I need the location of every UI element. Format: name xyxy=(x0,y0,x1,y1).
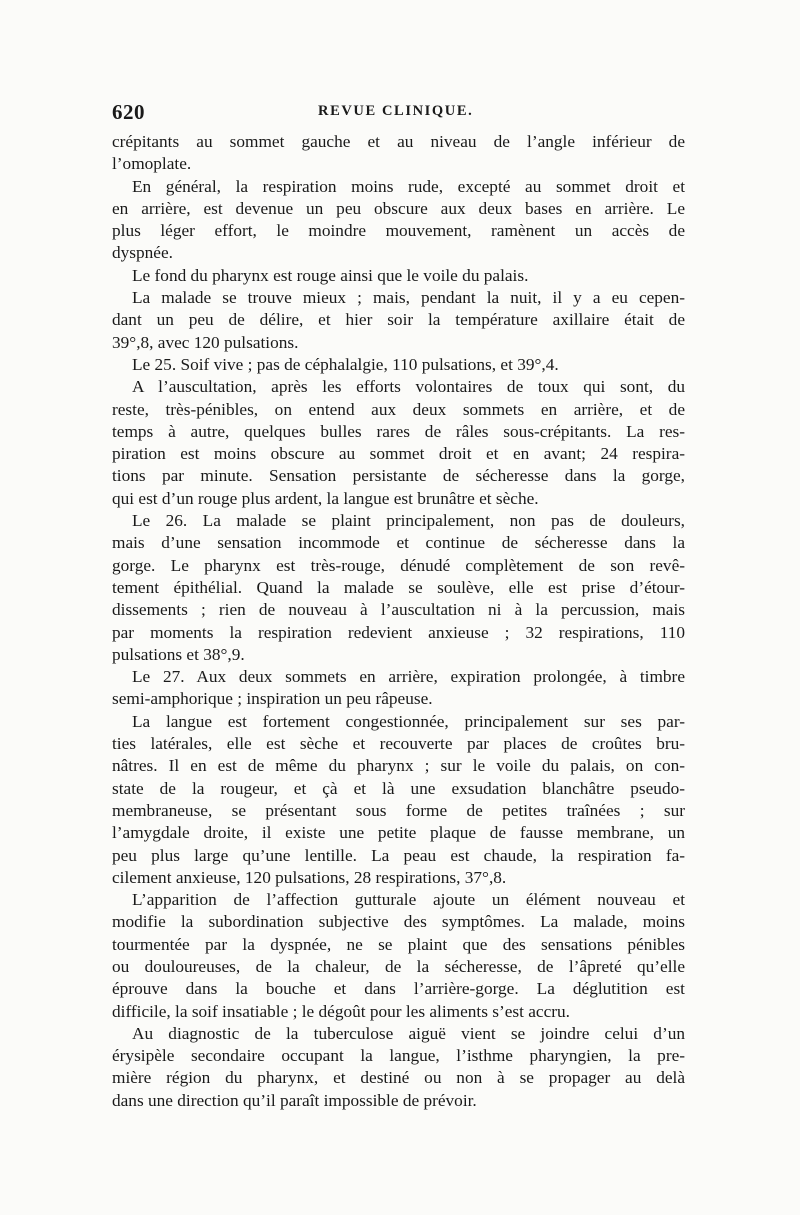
text-line: ou douloureuses, de la chaleur, de la sécheresse, de l’âpreté qu’elle xyxy=(112,956,685,976)
text-line: 39°,8, avec 120 pulsations. xyxy=(112,332,299,352)
text-line: La langue est fortement congestionnée, principalement sur ses par- xyxy=(132,711,685,731)
text-line: peu plus large qu’une lentille. La peau est chaude, la respiration fa- xyxy=(112,845,685,865)
text-line: érysipèle secondaire occupant la langue, l’isthme pharyngien, la pre- xyxy=(112,1046,685,1066)
text-line: La malade se trouve mieux ; mais, pendant la nuit, il y a eu cepen- xyxy=(132,288,685,308)
text-line: piration est moins obscure au sommet droit et en avant; 24 respira- xyxy=(112,444,685,464)
text-line: ties latérales, elle est sèche et recouverte par places de croûtes bru- xyxy=(112,734,685,754)
text-line: par moments la respiration redevient anxieuse ; 32 respirations, 110 xyxy=(112,622,685,642)
text-line: cilement anxieuse, 120 pulsations, 28 respirations, 37°,8. xyxy=(112,867,507,887)
text-line: modifie la subordination subjective des symptômes. La malade, moins xyxy=(112,912,685,932)
text-line: Le fond du pharynx est rouge ainsi que le voile du palais. xyxy=(132,265,529,285)
text-line: Le 27. Aux deux sommets en arrière, expiration prolongée, à timbre xyxy=(132,667,685,687)
text-line: dissements ; rien de nouveau à l’auscultation ni à la percussion, mais xyxy=(112,600,685,620)
text-line: éprouve dans la bouche et dans l’arrière-gorge. La déglutition est xyxy=(112,979,685,999)
text-line: dant un peu de délire, et hier soir la température axillaire était de xyxy=(112,310,685,330)
text-line: l’amygdale droite, il existe une petite plaque de fausse membrane, un xyxy=(112,823,685,843)
page-number: 620 xyxy=(112,100,145,124)
text-line: pulsations et 38°,9. xyxy=(112,644,245,664)
page-header xyxy=(112,100,685,126)
text-line: difficile, la soif insatiable ; le dégoût pour les aliments s’est accru. xyxy=(112,1001,570,1021)
text-line: tement épithélial. Quand la malade se soulève, elle est prise d’étour- xyxy=(112,577,685,597)
text-line: gorge. Le pharynx est très-rouge, dénudé complètement de son revê- xyxy=(112,555,685,575)
text-line: A l’auscultation, après les efforts volontaires de toux qui sont, du xyxy=(132,377,685,397)
text-line: Le 26. La malade se plaint principalement, non pas de douleurs, xyxy=(132,511,685,531)
running-head: REVUE CLINIQUE. xyxy=(318,103,474,119)
text-line: L’apparition de l’affection gutturale ajoute un élément nouveau et xyxy=(132,890,685,910)
text-line: temps à autre, quelques bulles rares de râles sous-crépitants. La res- xyxy=(112,421,685,441)
text-line: l’omoplate. xyxy=(112,154,192,174)
text-line: mière région du pharynx, et destiné ou non à se propager au delà xyxy=(112,1068,685,1088)
text-line: membraneuse, se présentant sous forme de petites traînées ; sur xyxy=(112,800,685,820)
text-line: dans une direction qu’il paraît impossible de prévoir. xyxy=(112,1090,477,1110)
text-line: tourmentée par la dyspnée, ne se plaint que des sensations pénibles xyxy=(112,934,685,954)
text-line: dyspnée. xyxy=(112,243,173,263)
text-line: crépitants au sommet gauche et au niveau de l’angle inférieur de xyxy=(112,132,685,151)
text-line: state de la rougeur, et çà et là une exsudation blanchâtre pseudo- xyxy=(112,778,685,798)
text-line: qui est d’un rouge plus ardent, la langue est brunâtre et sèche. xyxy=(112,488,539,508)
text-line: plus léger effort, le moindre mouvement, ramènent un accès de xyxy=(112,221,685,241)
text-line: tions par minute. Sensation persistante de sécheresse dans la gorge, xyxy=(112,466,685,486)
text-line: En général, la respiration moins rude, excepté au sommet droit et xyxy=(132,176,685,196)
text-line: Au diagnostic de la tuberculose aiguë vient se joindre celui d’un xyxy=(132,1023,685,1043)
text-line: mais d’une sensation incommode et continue de sécheresse dans la xyxy=(112,533,685,553)
text-line: semi-amphorique ; inspiration un peu râpeuse. xyxy=(112,689,433,709)
body-text xyxy=(112,131,685,1112)
text-line: Le 25. Soif vive ; pas de céphalalgie, 110 pulsations, et 39°,4. xyxy=(132,354,559,374)
text-line: reste, très-pénibles, on entend aux deux sommets en arrière, et de xyxy=(112,399,685,419)
text-line: en arrière, est devenue un peu obscure aux deux bases en arrière. Le xyxy=(112,198,685,218)
text-line: nâtres. Il en est de même du pharynx ; sur le voile du palais, on con- xyxy=(112,756,685,776)
